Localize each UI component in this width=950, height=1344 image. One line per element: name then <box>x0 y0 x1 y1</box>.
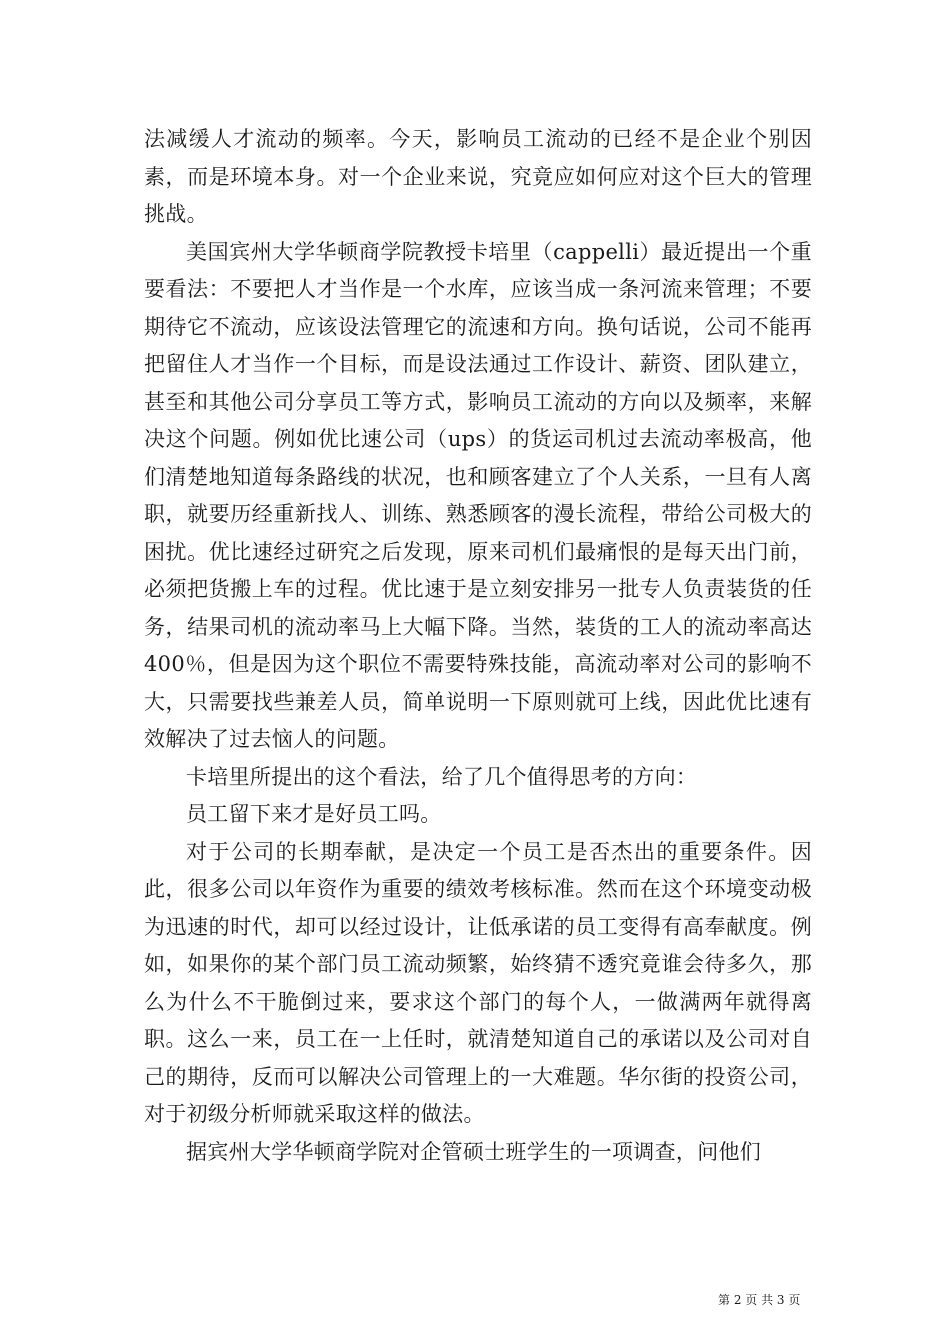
paragraph-3: 卡培里所提出的这个看法，给了几个值得思考的方向： <box>186 764 698 789</box>
paragraph-6: 据宾州大学华顿商学院对企管硕士班学生的一项调查，问他们 <box>186 1139 762 1164</box>
paragraph-1: 法减缓人才流动的频率。今天，影响员工流动的已经不是企业个别因素，而是环境本身。对一个企业来说，究竟应如何应对这个巨大的管理挑战。 <box>144 127 812 226</box>
paragraph-4: 员工留下来才是好员工吗。 <box>186 802 442 826</box>
document-body <box>144 121 812 1171</box>
page-number: 第 2 页 共 3 页 <box>718 1293 801 1307</box>
paragraph-5: 对于公司的长期奉献，是决定一个员工是否杰出的重要条件。因此，很多公司以年资作为重要的绩效考核标准。然而在这个环境变动极为迅速的时代，却可以经过设计，让低承诺的员工变得有高奉献度。例如，如果你的某个部门员工流动频繁，始终猜不透究竟谁会待多久，那么为什么不干脆倒过来，要求这个部门的每个人，一做满两年就得离职。这么一来，员工在一上任时，就清楚知道自己的承诺以及公司对自己的期待，反而可以解决公司管理上的一大难题。华尔街的投资公司，对于初级分析师就采取这样的做法。 <box>144 839 812 1126</box>
paragraph-2: 美国宾州大学华顿商学院教授卡培里（cappelli）最近提出一个重要看法：不要把人才当作是一个水库，应该当成一条河流来管理；不要期待它不流动，应该设法管理它的流速和方向。换句话说，公司不能再把留住人才当作一个目标，而是设法通过工作设计、薪资、团队建立，甚至和其他公司分享员工等方式，影响员工流动的方向以及频率，来解决这个问题。例如优比速公司（ups）的货运司机过去流动率极高，他们清楚地知道每条路线的状况，也和顾客建立了个人关系，一旦有人离职，就要历经重新找人、训练、熟悉顾客的漫长流程，带给公司极大的困扰。优比速经过研究之后发现，原来司机们最痛恨的是每天出门前，必须把货搬上车的过程。优比速于是立刻安排另一批专人负责装货的任务，结果司机的流动率马上大幅下降。当然，装货的工人的流动率高达400％，但是因为这个职位不需要特殊技能，高流动率对公司的影响不大，只需要找些兼差人员，简单说明一下原则就可上线，因此优比速有效解决了过去恼人的问题。 <box>144 239 812 751</box>
